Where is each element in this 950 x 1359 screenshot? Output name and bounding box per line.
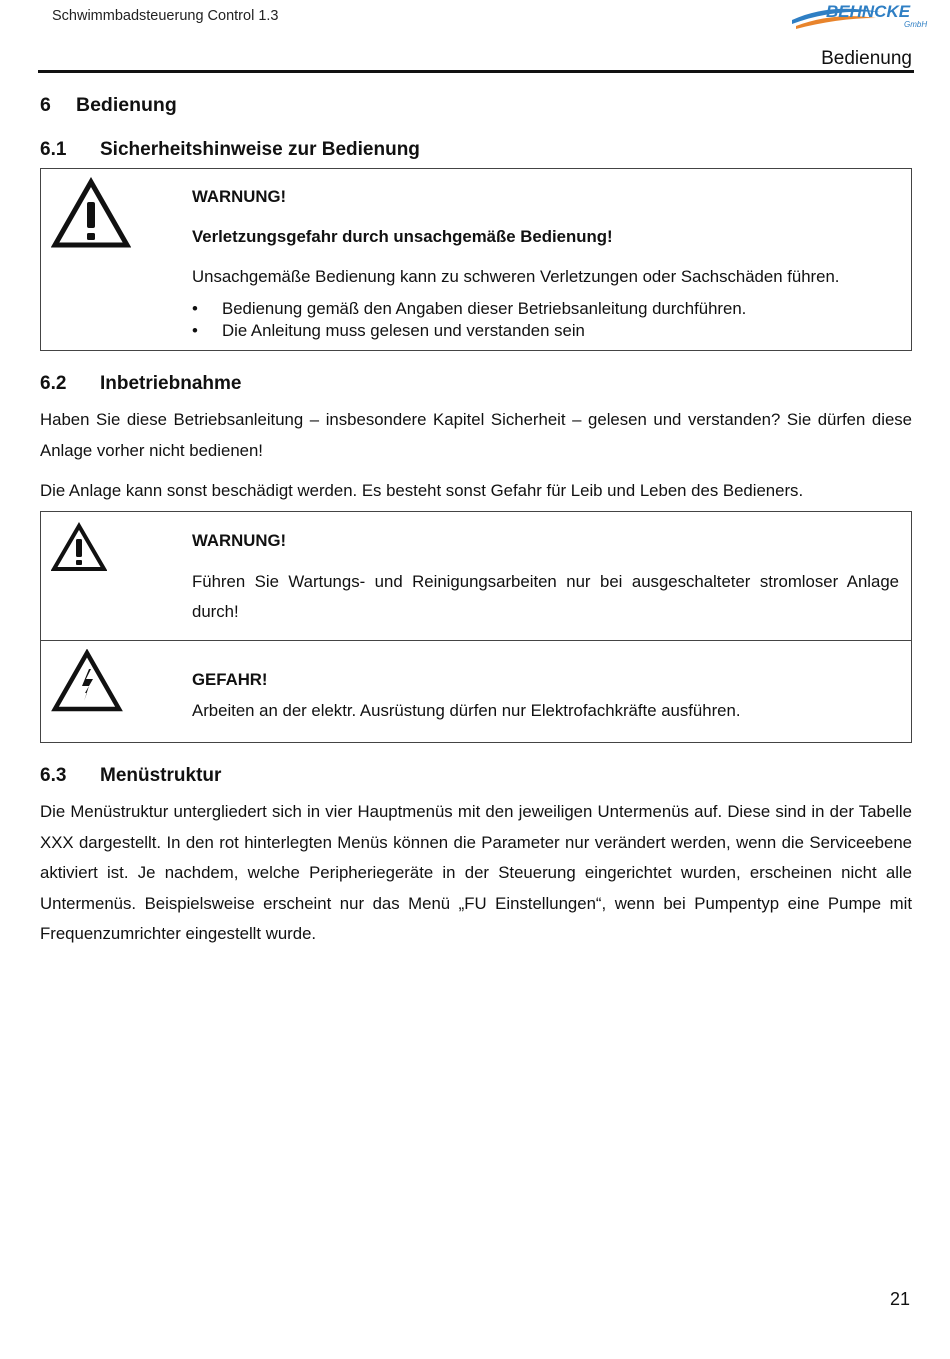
warning-label: WARNUNG! [192,187,287,206]
paragraph-menustruktur: Die Menüstruktur untergliedert sich in vier Hauptmenüs mit den jeweiligen Untermenüs auf. Diese sind in der Tabelle XXX dargestellt. In den rot hinterlegten Menüs können die Parameter nur verändert werden, wenn die Serviceebene aktiviert ist. Je nachdem, welche Peripheriegeräte in der Steuerung eingerichtet wurden, erscheinen nicht alle Untermenüs. Beispielsweise erscheint nur das Menü „FU Einstellungen“, wenn bei Pumpentyp eine Pumpe mit Frequenzumrichter eingestellt wurde. [40,802,912,943]
danger-box-electrical [40,640,912,743]
warning-triangle-icon [51,522,107,572]
header-section-name: Bedienung [821,48,912,69]
warning-text: Unsachgemäße Bedienung kann zu schweren Verletzungen oder Sachschäden führen. [192,267,840,286]
warning-box-operation: WARNUNG! Verletzungsgefahr durch unsachgemäße Bedienung! Unsachgemäße Bedienung kann zu schweren Verletzungen oder Sachschäden führen. • Bedienung gemäß den Angaben dieser Betriebsanleitung durchführen. • Die Anleitung muss gelesen und verstanden sein [40,168,912,351]
danger-text: Arbeiten an der elektr. Ausrüstung dürfen nur Elektrofachkräfte ausführen. [192,701,741,720]
section-number: 6 [40,94,51,116]
warning-label: WARNUNG! [192,531,287,550]
section-6-2-heading [40,373,241,395]
header-divider [38,70,914,73]
warning-headline: Verletzungsgefahr durch unsachgemäße Bedienung! [192,227,613,246]
behncke-logo [788,0,934,30]
warning-text: Führen Sie Wartungs- und Reinigungsarbeiten nur bei ausgeschalteter stromloser Anlage durch! [192,572,899,621]
warning-box-maintenance [40,511,912,641]
electric-hazard-icon [51,649,123,713]
section-number: 6.1 [40,139,67,160]
document-title: Schwimmbadsteuerung Control 1.3 [52,8,279,24]
section-number: 6.3 [40,765,67,786]
section-6-heading [40,94,177,117]
logo-text: BEHNCKE [826,2,911,21]
paragraph-inbetriebnahme-1: Haben Sie diese Betriebsanleitung – insbesondere Kapitel Sicherheit – gelesen und verstanden? Sie dürfen diese Anlage vorher nicht bedienen! [40,410,912,460]
bullet-icon: • [192,321,198,340]
section-6-3-heading [40,765,221,787]
section-6-1-heading [40,139,420,161]
warning-triangle-icon [51,177,131,249]
bullet-icon: • [192,299,198,318]
danger-label: GEFAHR! [192,670,268,689]
section-number: 6.2 [40,373,67,394]
section-title: Bedienung [76,94,177,116]
logo-subtext: GmbH [904,20,928,29]
section-title: Inbetriebnahme [100,373,242,394]
page-number: 21 [889,1289,910,1309]
section-title: Menüstruktur [100,765,222,786]
paragraph-inbetriebnahme-2: Die Anlage kann sonst beschädigt werden. Es besteht sonst Gefahr für Leib und Leben des Bedieners. [40,481,804,500]
section-title: Sicherheitshinweise zur Bedienung [100,139,420,160]
